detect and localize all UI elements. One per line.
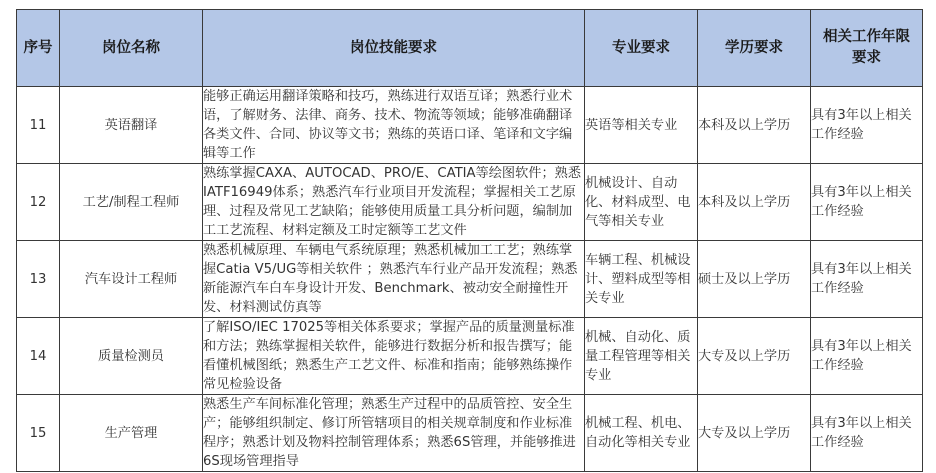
cell-years: 具有3年以上相关工作经验 bbox=[811, 395, 923, 472]
cell-skills: 熟练掌握CAXA、AUTOCAD、PRO/E、CATIA等绘图软件；熟悉IATF16949体系；熟悉汽车行业项目开发流程；掌握相关工艺原理、过程及常见工艺缺陷；能够使用质量工具分析问题，编制加工工艺流程、材料定额及工时定额等工艺文件 bbox=[203, 164, 585, 241]
cell-major: 机械设计、自动化、材料成型、电气等相关专业 bbox=[585, 164, 698, 241]
cell-position: 质量检测员 bbox=[60, 318, 203, 395]
cell-no: 15 bbox=[17, 395, 60, 472]
header-major: 专业要求 bbox=[585, 10, 698, 87]
cell-skills: 熟悉机械原理、车辆电气系统原理；熟悉机械加工工艺；熟练掌握Catia V5/UG等相关软件 ；熟悉汽车行业产品开发流程；熟悉新能源汽车白车身设计开发、Benchmark、被动安全耐撞性开发、材料测试仿真等 bbox=[203, 241, 585, 318]
cell-major: 英语等相关专业 bbox=[585, 87, 698, 164]
cell-skills: 了解ISO/IEC 17025等相关体系要求；掌握产品的质量测量标准和方法；熟练掌握相关软件，能够进行数据分析和报告撰写；能看懂机械图纸；熟悉生产工艺文件、标准和指南；能够熟练操作常见检验设备 bbox=[203, 318, 585, 395]
table-row bbox=[17, 395, 923, 472]
cell-years: 具有3年以上相关工作经验 bbox=[811, 87, 923, 164]
table-row bbox=[17, 87, 923, 164]
cell-position: 工艺/制程工程师 bbox=[60, 164, 203, 241]
cell-major: 车辆工程、机械设计、塑料成型等相关专业 bbox=[585, 241, 698, 318]
cell-position: 汽车设计工程师 bbox=[60, 241, 203, 318]
cell-major: 机械、自动化、质量工程管理等相关专业 bbox=[585, 318, 698, 395]
cell-no: 13 bbox=[17, 241, 60, 318]
cell-no: 11 bbox=[17, 87, 60, 164]
cell-education: 大专及以上学历 bbox=[698, 395, 811, 472]
cell-years: 具有3年以上相关工作经验 bbox=[811, 241, 923, 318]
cell-education: 大专及以上学历 bbox=[698, 318, 811, 395]
cell-no: 12 bbox=[17, 164, 60, 241]
cell-major: 机械工程、机电、自动化等相关专业 bbox=[585, 395, 698, 472]
header-years-label: 相关工作年限要求 bbox=[823, 29, 910, 66]
table-body bbox=[17, 87, 923, 472]
header-years bbox=[811, 10, 923, 87]
cell-skills: 熟悉生产车间标准化管理；熟悉生产过程中的品质管控、安全生产；能够组织制定、修订所管辖项目的相关规章制度和作业标准程序；熟悉计划及物料控制管理体系；熟悉6S管理，并能够推进6S现场管理指导 bbox=[203, 395, 585, 472]
header-position: 岗位名称 bbox=[60, 10, 203, 87]
cell-position: 生产管理 bbox=[60, 395, 203, 472]
cell-education: 本科及以上学历 bbox=[698, 164, 811, 241]
cell-education: 本科及以上学历 bbox=[698, 87, 811, 164]
cell-years: 具有3年以上相关工作经验 bbox=[811, 164, 923, 241]
table-header bbox=[17, 10, 923, 87]
cell-education: 硕士及以上学历 bbox=[698, 241, 811, 318]
job-requirements-table bbox=[16, 9, 923, 472]
header-no: 序号 bbox=[17, 10, 60, 87]
header-row bbox=[17, 10, 923, 87]
table-row bbox=[17, 241, 923, 318]
table-row bbox=[17, 164, 923, 241]
cell-skills: 能够正确运用翻译策略和技巧，熟练进行双语互译；熟悉行业术语，了解财务、法律、商务、技术、物流等领域；能够准确翻译各类文件、合同、协议等文书；熟练的英语口译、笔译和文字编辑等工作 bbox=[203, 87, 585, 164]
cell-no: 14 bbox=[17, 318, 60, 395]
header-skills: 岗位技能要求 bbox=[203, 10, 585, 87]
table-row bbox=[17, 318, 923, 395]
cell-years: 具有3年以上相关工作经验 bbox=[811, 318, 923, 395]
cell-position: 英语翻译 bbox=[60, 87, 203, 164]
header-education: 学历要求 bbox=[698, 10, 811, 87]
